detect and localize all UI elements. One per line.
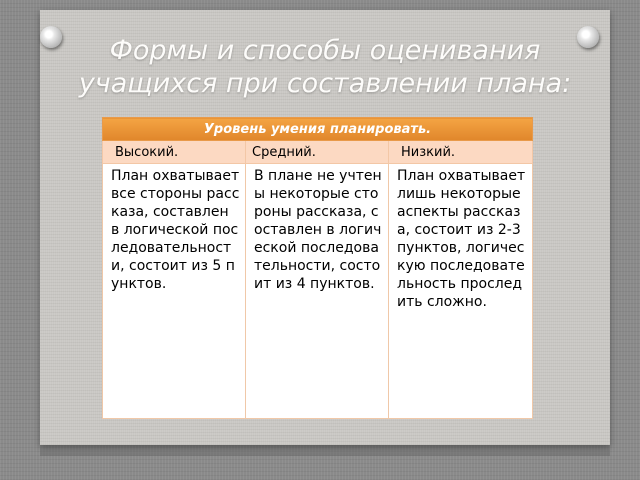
- level-medium-description: В плане не учтены некоторые стороны рассказа, составлен в логической последовательности, состоит из 4 пунктов.: [246, 164, 389, 419]
- level-medium-label: Средний.: [246, 141, 389, 164]
- slide-title: Формы и способы оценивания учащихся при составлении плана:: [78, 35, 572, 99]
- table-header: Уровень умения планировать.: [103, 118, 533, 141]
- level-high-label: Высокий.: [103, 141, 246, 164]
- level-low-description: План охватывает лишь некоторые аспекты рассказа, состоит из 2-3 пунктов, логическую последовательность проследить сложно.: [389, 164, 533, 419]
- pushpin-icon: [40, 26, 62, 48]
- level-high-description: План охватывает все стороны рассказа, составлен в логической последовательности, состоит из 5 пунктов.: [103, 164, 246, 419]
- evaluation-table: [102, 117, 532, 419]
- pushpin-icon: [577, 26, 599, 48]
- level-low-label: Низкий.: [389, 141, 533, 164]
